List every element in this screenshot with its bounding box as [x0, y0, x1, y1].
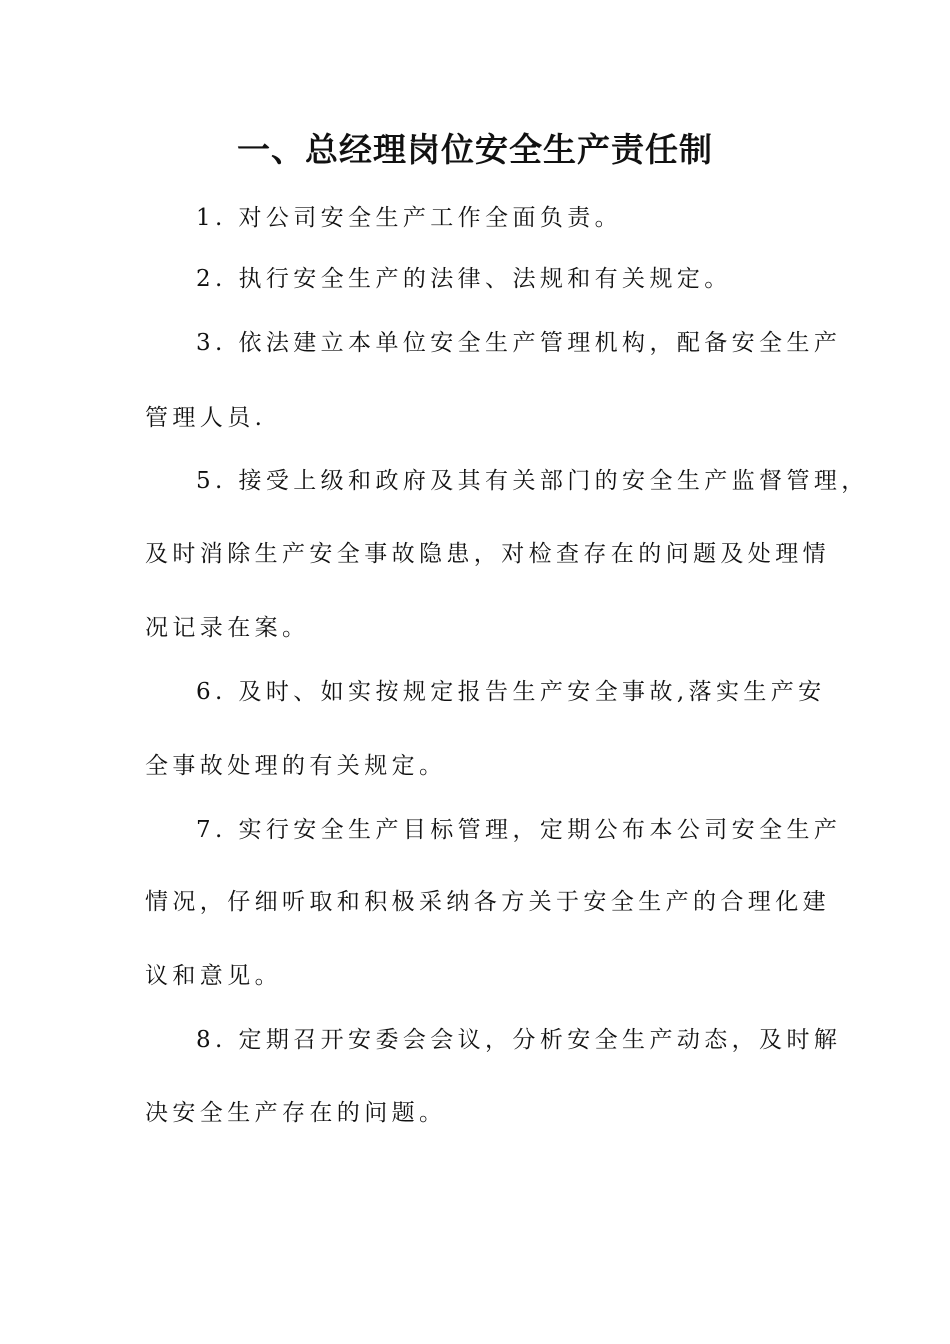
item-3-line-2: 管理人员. — [145, 405, 267, 431]
item-5-line-3: 况记录在案。 — [145, 615, 310, 641]
item-6-line-2: 全事故处理的有关规定。 — [145, 753, 447, 779]
item-5-line-1: 5. 接受上级和政府及其有关部门的安全生产监督管理， — [196, 468, 869, 494]
item-8-line-2: 决安全生产存在的问题。 — [145, 1100, 447, 1126]
item-7-line-1: 7. 实行安全生产目标管理，定期公布本公司安全生产 — [196, 817, 842, 843]
item-7-line-3: 议和意见。 — [145, 963, 282, 989]
item-7-line-2: 情况，仔细听取和积极采纳各方关于安全生产的合理化建 — [145, 889, 830, 915]
item-6-line-1: 6. 及时、如实按规定报告生产安全事故,落实生产安 — [196, 679, 826, 705]
item-2-line-1: 2. 执行安全生产的法律、法规和有关规定。 — [196, 266, 732, 292]
document-title: 一、总经理岗位安全生产责任制 — [237, 130, 713, 169]
item-8-line-1: 8. 定期召开安委会会议，分析安全生产动态，及时解 — [196, 1027, 842, 1053]
item-3-line-1: 3. 依法建立本单位安全生产管理机构，配备安全生产 — [196, 330, 842, 356]
item-5-line-2: 及时消除生产安全事故隐患，对检查存在的问题及处理情 — [145, 541, 830, 567]
item-1-line-1: 1. 对公司安全生产工作全面负责。 — [196, 205, 623, 231]
